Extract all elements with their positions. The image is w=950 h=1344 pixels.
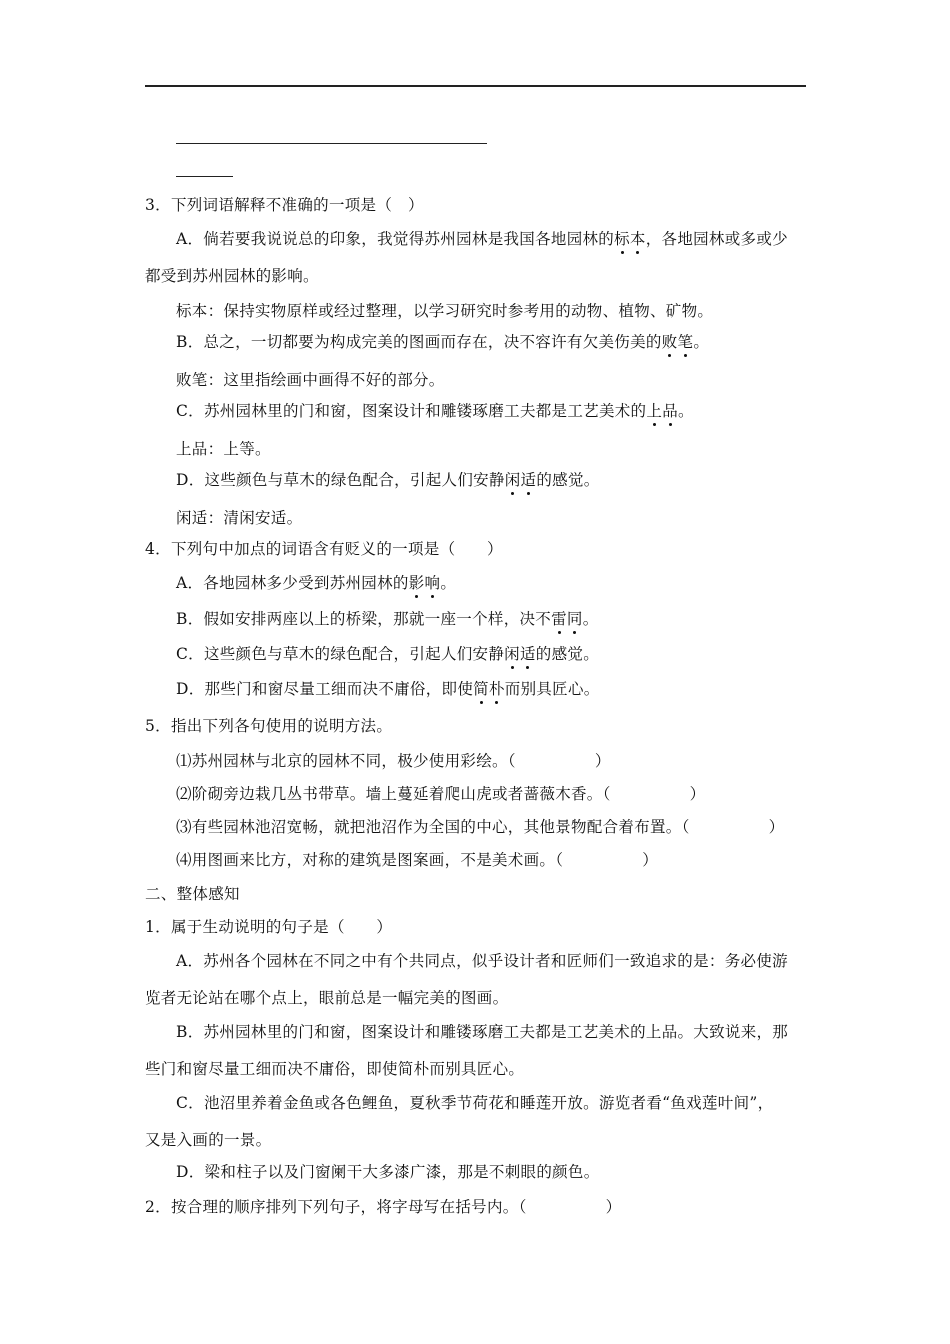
q4-stem: 4．下列句中加点的词语含有贬义的一项是（ ） — [145, 540, 503, 558]
q3-stem: 3．下列词语解释不准确的一项是（ ） — [145, 196, 424, 214]
q5-sentence-3: ⑶有些园林池沼宽畅，就把池沼作为全国的中心，其他景物配合着布置。（ ） — [176, 818, 785, 836]
q3-option-a-cont: 都受到苏州园林的影响。 — [145, 267, 319, 285]
p1-option-b: B．苏州园林里的门和窗，图案设计和雕镂琢磨工夫都是工艺美术的上品。大致说来，那 — [176, 1023, 789, 1041]
q4-option-b: B．假如安排两座以上的桥梁，那就一座一个样，决不雷同。 — [176, 610, 599, 628]
p1-option-c: C．池沼里养着金鱼或各色鲤鱼，夏秋季节荷花和睡莲开放。游览者看“鱼戏莲叶间”， — [176, 1094, 774, 1112]
q3-option-d: D．这些颜色与草木的绿色配合，引起人们安静闲适的感觉。 — [176, 471, 600, 489]
q3-definition-b: 败笔：这里指绘画中画得不好的部分。 — [176, 371, 445, 389]
q5-sentence-2: ⑵阶砌旁边栽几丛书带草。墙上蔓延着爬山虎或者蔷薇木香。（ ） — [176, 785, 706, 803]
p1-option-d: D．梁和柱子以及门窗阑干大多漆广漆，那是不刺眼的颜色。 — [176, 1163, 600, 1181]
header-rule — [145, 85, 806, 87]
p1-option-a: A．苏州各个园林在不同之中有个共同点，似乎设计者和匠师们一致追求的是：务必使游 — [176, 952, 788, 970]
q4-option-c: C．这些颜色与草木的绿色配合，引起人们安静闲适的感觉。 — [176, 645, 599, 663]
p1-option-c-cont: 又是入画的一景。 — [145, 1131, 272, 1149]
q4-option-a: A．各地园林多少受到苏州园林的影响。 — [176, 574, 457, 592]
q5-stem: 5．指出下列各句使用的说明方法。 — [145, 717, 393, 735]
q4-option-d: D．那些门和窗尽量工细而决不庸俗，即使简朴而别具匠心。 — [176, 680, 600, 698]
p1-option-a-cont: 览者无论站在哪个点上，眼前总是一幅完美的图画。 — [145, 989, 509, 1007]
section-2-heading: 二、整体感知 — [145, 885, 240, 903]
q3-definition-d: 闲适：清闲安适。 — [176, 509, 303, 527]
q3-definition-a: 标本：保持实物原样或经过整理，以学习研究时参考用的动物、植物、矿物。 — [176, 302, 714, 320]
p2-stem: 2．按合理的顺序排列下列句子，将字母写在括号内。（ ） — [145, 1198, 622, 1216]
q3-option-c: C．苏州园林里的门和窗，图案设计和雕镂琢磨工夫都是工艺美术的上品。 — [176, 402, 694, 420]
answer-blank-line-short — [176, 176, 233, 177]
q3-option-a: A．倘若要我说说总的印象，我觉得苏州园林是我国各地园林的标本，各地园林或多或少 — [176, 230, 788, 248]
p1-option-b-cont: 些门和窗尽量工细而决不庸俗，即使简朴而别具匠心。 — [145, 1060, 525, 1078]
q3-definition-c: 上品：上等。 — [176, 440, 271, 458]
q3-option-b: B．总之，一切都要为构成完美的图画而存在，决不容许有欠美伤美的败笔。 — [176, 333, 710, 351]
p1-stem: 1．属于生动说明的句子是（ ） — [145, 918, 393, 936]
q5-sentence-1: ⑴苏州园林与北京的园林不同，极少使用彩绘。（ ） — [176, 752, 611, 770]
answer-blank-line — [176, 143, 487, 144]
q5-sentence-4: ⑷用图画来比方，对称的建筑是图案画，不是美术画。（ ） — [176, 851, 659, 869]
